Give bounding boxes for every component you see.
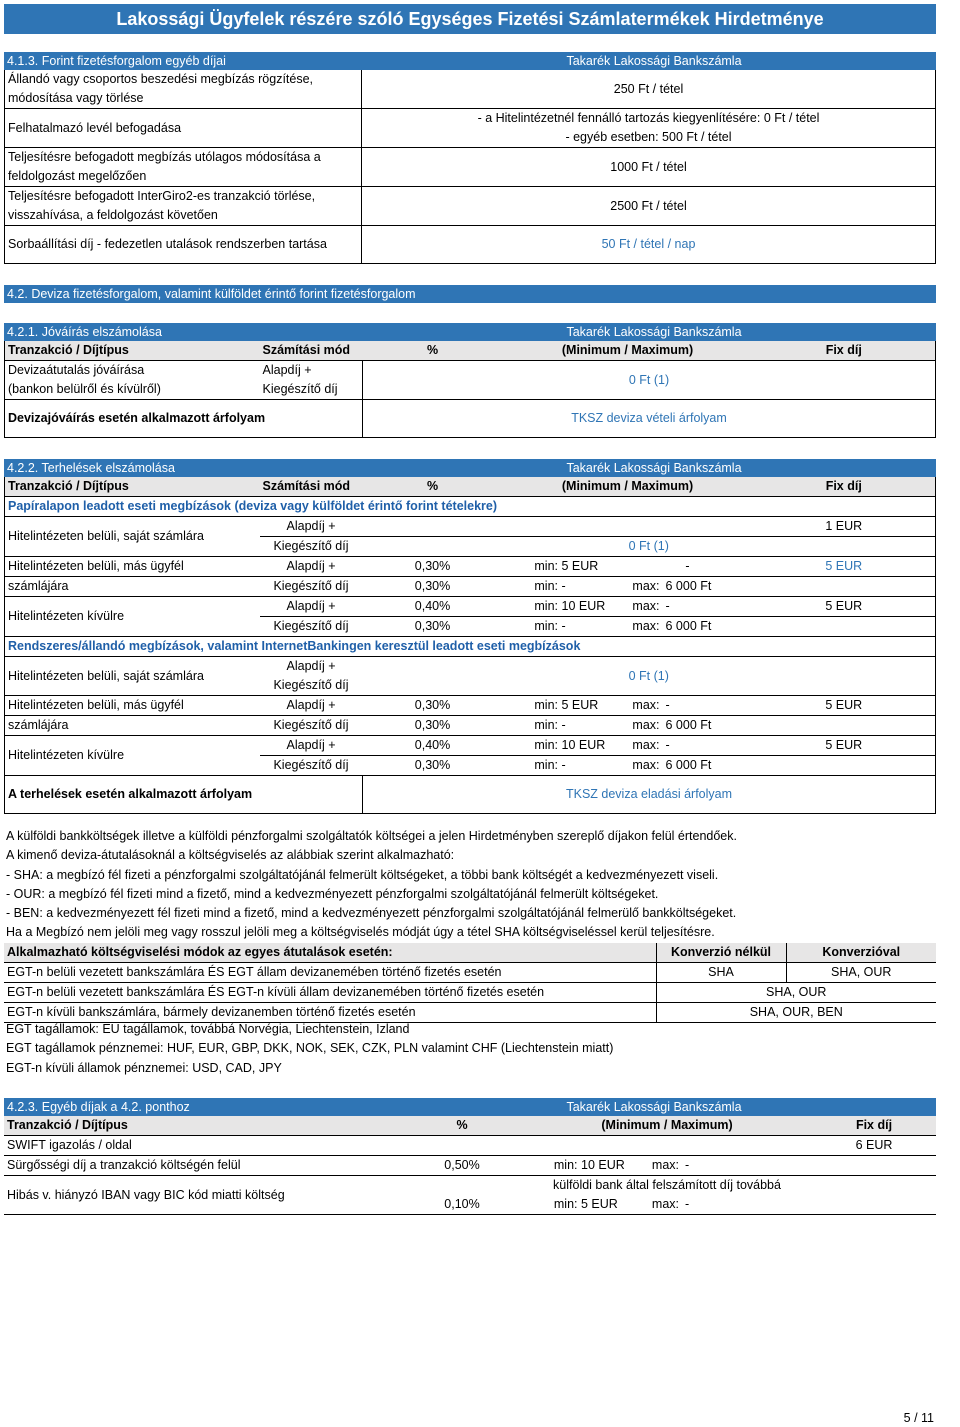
section-header [4,285,936,303]
max-label: max: [632,758,660,772]
note-line: EGT tagállamok: EU tagállamok, továbbá Norvégia, Liechtenstein, Izland [6,1022,410,1036]
fee-table [4,70,936,264]
group-heading: Papíralapon leadott eseti megbízások (deviza vagy külföldet érintő forint tételekre) [8,499,498,513]
row-value: 50 Ft / tétel / nap [601,237,696,251]
col-header: Fix díj [825,343,862,357]
min-value: 5 EUR [581,1197,618,1211]
calc-mode: Alapdíj + [286,698,336,712]
max-value: - [665,738,670,752]
section-4-2-1 [4,323,936,438]
document-banner: Lakossági Ügyfelek részére szóló Egységes Fizetési Számlatermékek Hirdetménye [4,4,936,34]
section-title: 4.2.2. Terhelések elszámolása [7,461,175,475]
table-header-row [4,943,936,963]
min-value: - [561,758,566,772]
section-title: 4.2.3. Egyéb díjak a 4.2. ponthoz [7,1100,190,1114]
section-title: 4.1.3. Forint fizetésforgalom egyéb díjai [7,54,226,68]
fee-table [4,341,936,438]
pct-value: 0,40% [414,599,451,613]
max-label: max: [632,579,660,593]
row-value: 0 Ft (1) [628,539,669,553]
section-header [4,459,936,477]
table-row [5,637,936,657]
fix-fee: 5 EUR [825,559,863,573]
pct-value: 0,40% [414,738,451,752]
notes-block [6,827,936,943]
min-label: min: [534,619,559,633]
table-row [5,148,936,187]
pct-value: 0,30% [414,619,451,633]
fix-fee: 5 EUR [825,599,863,613]
pct-value: 0,10% [444,1197,480,1211]
fix-fee: 5 EUR [825,698,863,712]
max-label: max: [632,619,660,633]
col-header: (Minimum / Maximum) [561,479,694,493]
note-line: A kimenő deviza-átutalásoknál a költségviselés az alábbiak szerint alkalmazható: [6,848,455,863]
table-row [4,983,936,1003]
col-header: Számítási mód [262,479,351,493]
section-header [4,323,936,341]
min-value: - [561,718,566,732]
min-label: min: [534,718,559,732]
row-value: SHA, OUR [786,963,936,983]
row-label: Hitelintézeten kívülre [5,736,260,776]
row-value: SHA, OUR, BEN [656,1003,936,1023]
table-row [5,657,936,677]
max-label: max: [632,738,660,752]
row-label: Teljesítésre befogadott megbízás utólagos módosítása a feldolgozást megelőzően [5,148,362,187]
calc-mode: Kiegészítő díj [273,718,349,732]
row-label: Hitelintézeten belüli, más ügyfél [8,698,184,712]
min-value: 10 EUR [561,738,606,752]
min-label: min: [553,1158,578,1172]
section-header [4,52,936,70]
table-row [5,517,936,537]
table-row [4,1136,936,1156]
max-value: 6 000 Ft [665,619,712,633]
row-value: SHA [656,963,786,983]
product-name: Takarék Lakossági Bankszámla [566,1100,742,1114]
row-label: Devizajóváírás esetén alkalmazott árfolyam [5,400,363,438]
col-header: Fix díj [855,1118,893,1132]
note-line: Ha a Megbízó nem jelöli meg vagy rosszul jelöli meg a költségviselés módját úgy a tétel SHA költségviseléssel kerül teljesítésre. [6,925,715,940]
fee-table [4,477,936,814]
table-row [5,361,936,381]
fee-table [4,1116,936,1215]
section-4-2-3 [4,1098,936,1215]
max-value: - [665,599,670,613]
col-header: (Minimum / Maximum) [561,343,694,357]
pct-value: 0,30% [414,698,451,712]
pct-value: 0,30% [414,718,451,732]
max-label: max: [651,1197,679,1211]
max-value: 6 000 Ft [665,579,712,593]
note-line: EGT tagállamok pénznemei: HUF, EUR, GBP, DKK, NOK, SEK, CZK, PLN valamint CHF (Liechtenstein miatt) [6,1041,614,1056]
row-note: külföldi bank által felszámított díj továbbá [553,1178,781,1192]
row-label: Hitelintézeten belüli, saját számlára [5,657,260,696]
table-header-row [5,341,936,361]
row-label: Hibás v. hiányzó IBAN vagy BIC kód miatti költség [4,1176,402,1215]
cost-table [4,943,936,1023]
min-label: min: [534,738,559,752]
col-header: Fix díj [825,479,862,493]
note-line: A külföldi bankköltségek illetve a külföldi pénzforgalmi szolgáltatók költségei a jelen Hirdetményben szereplő díjakon felül értendőek. [6,829,737,843]
row-value: TKSZ deviza eladási árfolyam [565,787,733,801]
product-name: Takarék Lakossági Bankszámla [566,325,742,339]
max-label: max: [632,718,660,732]
min-label: min: [534,758,559,772]
table-row [5,400,936,438]
calc-mode: Alapdíj + [286,738,336,752]
note-line: - BEN: a kedvezményezett fél fizeti mind a fizető, mind a kedvezményezett pénzforgalmi szolgáltatójánál felmerülő bankköltségeket. [6,906,737,921]
col-header: Tranzakció / Díjtípus [8,479,129,493]
calc-mode: Kiegészítő díj [273,758,349,772]
table-row [5,776,936,814]
table-header-row [5,477,936,497]
min-label: min: [534,599,559,613]
note-line: - OUR: a megbízó fél fizeti mind a fizető, mind a kedvezményezett pénzforgalmi szolgáltatójánál felmerült költségeket. [6,886,659,901]
row-label: Devizaátutalás jóváírása [8,363,145,377]
product-name: Takarék Lakossági Bankszámla [566,461,742,475]
calc-mode: Alapdíj + [286,599,336,613]
note-line: EGT-n kívüli államok pénznemei: USD, CAD, JPY [6,1060,282,1075]
table-row [5,597,936,617]
group-heading: Rendszeres/állandó megbízások, valamint InternetBankingen keresztül leadott eseti megbízások [8,639,581,653]
section-title: 4.2.1. Jóváírás elszámolása [7,325,162,339]
fix-fee: 5 EUR [825,738,863,752]
note-line: - SHA: a megbízó fél fizeti a pénzforgalmi szolgáltatójánál felmerült költségeket, a többi bank költségét a kedvezményezett viseli. [6,867,719,882]
section-title: 4.2. Deviza fizetésforgalom, valamint külföldet érintő forint fizetésforgalom [7,287,416,301]
min-label: min: [534,579,559,593]
row-label: A terhelések esetén alkalmazott árfolyam [5,776,363,814]
cost-bearing-table [4,943,936,1023]
max-value: - [685,559,690,573]
row-label: Hitelintézeten belüli, saját számlára [5,517,260,557]
max-value: - [685,1158,690,1172]
calc-mode: Alapdíj + [286,659,336,673]
section-4-2 [4,285,936,303]
row-label: Állandó vagy csoportos beszedési megbízás rögzítése, módosítása vagy törlése [5,70,362,109]
row-label: EGT-n belüli vezetett bankszámlára ÉS EGT állam devizanemében történő fizetés esetén [7,965,502,979]
row-label: Felhatalmazó levél befogadása [5,109,362,148]
min-label: min: [534,698,559,712]
table-row [5,70,936,109]
row-label: EGT-n belüli vezetett bankszámlára ÉS EGT-n kívüli állam devizanemében történő fizetés esetén [7,985,545,999]
row-value: 0 Ft (1) [628,668,669,683]
row-value: 250 Ft / tétel [613,81,684,96]
table-row [5,696,936,716]
max-value: 6 000 Ft [665,758,712,772]
fix-fee: 1 EUR [825,519,863,533]
calc-mode: Alapdíj + [286,519,336,533]
product-name: Takarék Lakossági Bankszámla [566,54,742,68]
col-header: Konverzióval [786,943,936,963]
min-label: min: [534,559,559,573]
col-header: % [456,1118,468,1132]
row-label: SWIFT igazolás / oldal [7,1138,132,1152]
row-value: 0 Ft (1) [628,372,670,387]
row-label: Hitelintézeten belüli, más ügyfél [8,559,184,573]
page-number: 5 / 11 [903,1411,934,1425]
row-value: 1000 Ft / tétel [610,159,687,174]
table-row [4,1156,936,1176]
row-label: (bankon belülről és kívülről) [8,382,161,396]
calc-mode: Kiegészítő díj [273,579,349,593]
calc-mode: Kiegészítő díj [273,539,349,553]
pct-value: 0,50% [444,1158,480,1172]
col-header: Számítási mód [262,343,351,357]
pct-value: 0,30% [414,579,451,593]
table-row [5,109,936,148]
col-header: Alkalmazható költségviselési módok az egyes átutalások esetén: [7,945,393,959]
table-row [5,187,936,226]
table-row [5,577,936,597]
max-value: - [665,698,670,712]
max-value: 6 000 Ft [665,718,712,732]
row-label: Teljesítésre befogadott InterGiro2-es tranzakció törlése, visszahívása, a feldolgozást követően [5,187,362,226]
row-value: - egyéb esetben: 500 Ft / tétel [565,130,732,144]
col-header: Tranzakció / Díjtípus [8,343,129,357]
calc-mode: Kiegészítő díj [260,380,363,400]
row-label: Sorbaállítási díj - fedezetlen utalások rendszerben tartása [5,226,362,264]
section-4-1-3 [4,52,936,264]
row-label: EGT-n kívüli bankszámlára, bármely devizanemben történő fizetés esetén [7,1005,416,1019]
col-header: (Minimum / Maximum) [601,1118,733,1132]
col-header: % [426,479,439,493]
row-value: - a Hitelintézetnél fennálló tartozás kiegyenlítésére: 0 Ft / tétel [477,111,820,125]
col-header: % [426,343,439,357]
calc-mode: Alapdíj + [260,361,363,381]
min-value: 5 EUR [561,559,599,573]
row-label: Hitelintézeten kívülre [5,597,260,637]
min-value: - [561,579,566,593]
section-4-2-2 [4,459,936,814]
fix-fee: 6 EUR [855,1138,893,1152]
table-row [5,497,936,517]
section-header [4,1098,936,1116]
table-row [5,736,936,756]
table-row [5,716,936,736]
min-value: 10 EUR [561,599,606,613]
calc-mode: Kiegészítő díj [273,619,349,633]
min-value: 5 EUR [561,698,599,712]
table-row [5,557,936,577]
min-value: 10 EUR [581,1158,625,1172]
pct-value: 0,30% [414,559,451,573]
col-header: Tranzakció / Díjtípus [7,1118,128,1132]
calc-mode: Alapdíj + [286,559,336,573]
pct-value: 0,30% [414,758,451,772]
max-label: max: [651,1158,679,1172]
row-value: 2500 Ft / tétel [610,198,687,213]
row-value: TKSZ deviza vételi árfolyam [571,411,727,425]
min-label: min: [553,1197,578,1211]
max-label: max: [632,599,660,613]
calc-mode: Kiegészítő díj [273,678,349,692]
table-row [5,226,936,264]
max-label: max: [632,698,660,712]
table-header-row [4,1116,936,1136]
row-label: számlájára [8,579,69,593]
row-value: SHA, OUR [656,983,936,1003]
notes-block [6,1020,936,1078]
table-row [4,1176,936,1196]
table-row [4,963,936,983]
row-label: Sürgősségi díj a tranzakció költségén felül [7,1158,241,1172]
max-value: - [685,1197,690,1211]
row-label: számlájára [8,718,69,732]
min-value: - [561,619,566,633]
col-header: Konverzió nélkül [656,943,786,963]
